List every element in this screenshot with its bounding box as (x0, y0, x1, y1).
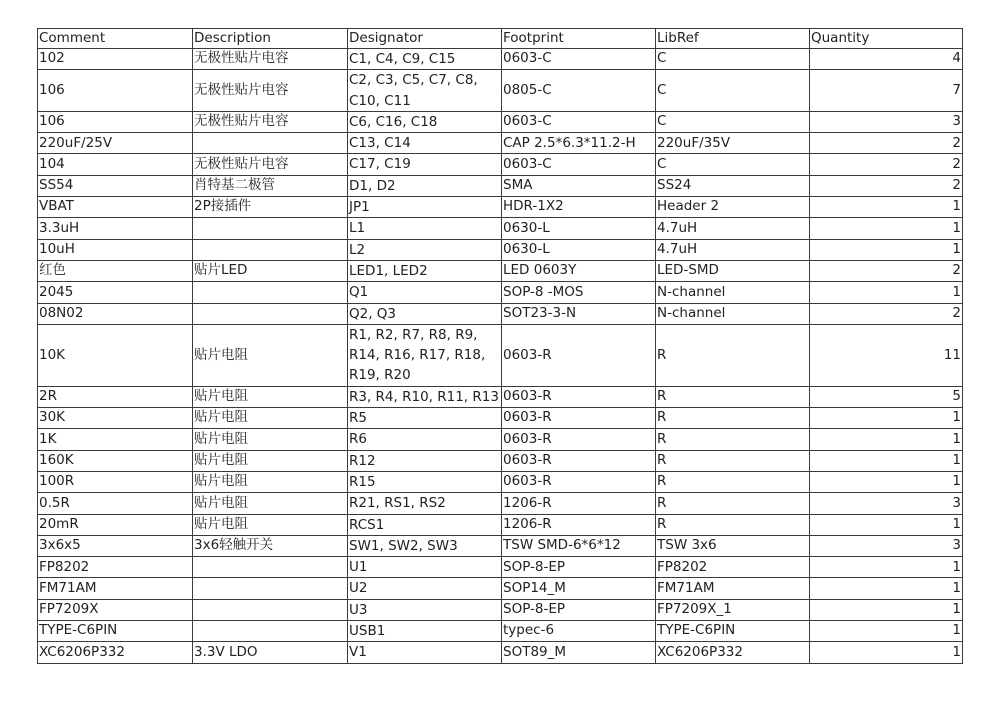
cell-comment: 102 (38, 49, 193, 70)
cell-designator: R3, R4, R10, R11, R13 (348, 386, 502, 407)
cell-comment: TYPE-C6PIN (38, 621, 193, 642)
cell-quantity: 1 (810, 282, 963, 303)
cell-quantity: 1 (810, 557, 963, 578)
cell-quantity: 1 (810, 621, 963, 642)
cell-description: 贴片电阻 (193, 493, 348, 514)
cell-quantity: 2 (810, 133, 963, 154)
cell-footprint: 0603-R (502, 450, 656, 471)
cell-comment: 1K (38, 429, 193, 450)
cell-quantity: 1 (810, 429, 963, 450)
cell-description: 肖特基二极管 (193, 175, 348, 196)
cell-quantity: 11 (810, 324, 963, 386)
cell-libref: R (656, 493, 810, 514)
cell-designator: R15 (348, 471, 502, 492)
cell-designator: C2, C3, C5, C7, C8, C10, C11 (348, 70, 502, 112)
table-row (38, 49, 963, 70)
table-row (38, 282, 963, 303)
cell-designator: L1 (348, 218, 502, 239)
column-header-quantity: Quantity (810, 29, 963, 49)
cell-footprint: 1206-R (502, 514, 656, 535)
cell-designator: R5 (348, 408, 502, 429)
cell-comment: 0.5R (38, 493, 193, 514)
cell-designator: U1 (348, 557, 502, 578)
cell-quantity: 1 (810, 599, 963, 620)
cell-description: 3.3V LDO (193, 642, 348, 663)
cell-designator: C13, C14 (348, 133, 502, 154)
cell-footprint: 1206-R (502, 493, 656, 514)
cell-footprint: SMA (502, 175, 656, 196)
cell-quantity: 1 (810, 239, 963, 260)
cell-description (193, 303, 348, 324)
cell-designator: V1 (348, 642, 502, 663)
cell-quantity: 2 (810, 260, 963, 281)
cell-footprint: 0603-R (502, 429, 656, 450)
cell-footprint: SOT89_M (502, 642, 656, 663)
column-header-footprint: Footprint (502, 29, 656, 49)
table-row (38, 239, 963, 260)
cell-libref: C (656, 111, 810, 132)
cell-footprint: typec-6 (502, 621, 656, 642)
table-row (38, 535, 963, 556)
cell-quantity: 1 (810, 450, 963, 471)
cell-description (193, 578, 348, 599)
cell-comment: 10K (38, 324, 193, 386)
cell-libref: XC6206P332 (656, 642, 810, 663)
cell-comment: 104 (38, 154, 193, 175)
column-header-designator: Designator (348, 29, 502, 49)
cell-libref: TSW 3x6 (656, 535, 810, 556)
cell-libref: SS24 (656, 175, 810, 196)
cell-designator: R21, RS1, RS2 (348, 493, 502, 514)
cell-designator: USB1 (348, 621, 502, 642)
cell-footprint: CAP 2.5*6.3*11.2-H (502, 133, 656, 154)
cell-footprint: 0630-L (502, 239, 656, 260)
cell-quantity: 7 (810, 70, 963, 112)
table-row (38, 197, 963, 218)
column-header-libref: LibRef (656, 29, 810, 49)
cell-description (193, 621, 348, 642)
cell-libref: C (656, 70, 810, 112)
cell-libref: R (656, 429, 810, 450)
cell-comment: FM71AM (38, 578, 193, 599)
cell-libref: R (656, 514, 810, 535)
cell-description: 无极性贴片电容 (193, 70, 348, 112)
cell-footprint: LED 0603Y (502, 260, 656, 281)
table-row (38, 175, 963, 196)
cell-designator: Q2, Q3 (348, 303, 502, 324)
cell-comment: 10uH (38, 239, 193, 260)
table-row (38, 450, 963, 471)
header-row (38, 29, 963, 49)
cell-quantity: 4 (810, 49, 963, 70)
cell-quantity: 1 (810, 197, 963, 218)
cell-libref: LED-SMD (656, 260, 810, 281)
cell-description: 贴片电阻 (193, 324, 348, 386)
cell-description: 贴片LED (193, 260, 348, 281)
cell-libref: FP8202 (656, 557, 810, 578)
cell-description (193, 133, 348, 154)
cell-libref: N-channel (656, 282, 810, 303)
cell-comment: SS54 (38, 175, 193, 196)
table-row (38, 218, 963, 239)
cell-description: 无极性贴片电容 (193, 154, 348, 175)
cell-libref: TYPE-C6PIN (656, 621, 810, 642)
cell-libref: C (656, 49, 810, 70)
cell-footprint: SOP-8 -MOS (502, 282, 656, 303)
cell-quantity: 1 (810, 471, 963, 492)
cell-comment: FP7209X (38, 599, 193, 620)
table-row (38, 408, 963, 429)
cell-description (193, 218, 348, 239)
cell-designator: C17, C19 (348, 154, 502, 175)
cell-libref: FP7209X_1 (656, 599, 810, 620)
cell-footprint: 0603-R (502, 324, 656, 386)
table-row (38, 324, 963, 386)
cell-footprint: HDR-1X2 (502, 197, 656, 218)
cell-description (193, 557, 348, 578)
cell-description: 贴片电阻 (193, 429, 348, 450)
cell-description (193, 282, 348, 303)
cell-designator: C6, C16, C18 (348, 111, 502, 132)
cell-designator: R6 (348, 429, 502, 450)
cell-quantity: 1 (810, 642, 963, 663)
table-row (38, 386, 963, 407)
cell-comment: 2045 (38, 282, 193, 303)
cell-comment: 100R (38, 471, 193, 492)
cell-description (193, 599, 348, 620)
cell-libref: 4.7uH (656, 239, 810, 260)
cell-designator: Q1 (348, 282, 502, 303)
cell-footprint: SOP14_M (502, 578, 656, 599)
table-row (38, 260, 963, 281)
table-row (38, 578, 963, 599)
table-row (38, 599, 963, 620)
cell-quantity: 1 (810, 578, 963, 599)
cell-comment: VBAT (38, 197, 193, 218)
column-header-comment: Comment (38, 29, 193, 49)
cell-footprint: SOT23-3-N (502, 303, 656, 324)
table-row (38, 154, 963, 175)
cell-comment: 160K (38, 450, 193, 471)
table-row (38, 514, 963, 535)
cell-comment: XC6206P332 (38, 642, 193, 663)
table-row (38, 621, 963, 642)
bom-table (37, 28, 963, 664)
cell-libref: N-channel (656, 303, 810, 324)
cell-footprint: 0603-R (502, 386, 656, 407)
table-row (38, 429, 963, 450)
cell-libref: Header 2 (656, 197, 810, 218)
cell-libref: 220uF/35V (656, 133, 810, 154)
cell-quantity: 2 (810, 175, 963, 196)
cell-libref: R (656, 408, 810, 429)
cell-designator: JP1 (348, 197, 502, 218)
cell-quantity: 5 (810, 386, 963, 407)
cell-description: 无极性贴片电容 (193, 111, 348, 132)
cell-description: 3x6轻触开关 (193, 535, 348, 556)
cell-description: 无极性贴片电容 (193, 49, 348, 70)
cell-description (193, 239, 348, 260)
cell-designator: LED1, LED2 (348, 260, 502, 281)
cell-libref: R (656, 471, 810, 492)
cell-description: 贴片电阻 (193, 386, 348, 407)
cell-footprint: SOP-8-EP (502, 557, 656, 578)
cell-comment: 220uF/25V (38, 133, 193, 154)
cell-designator: U2 (348, 578, 502, 599)
cell-footprint: 0603-C (502, 111, 656, 132)
table-row (38, 557, 963, 578)
cell-quantity: 2 (810, 154, 963, 175)
cell-comment: 08N02 (38, 303, 193, 324)
column-header-description: Description (193, 29, 348, 49)
cell-footprint: 0630-L (502, 218, 656, 239)
cell-comment: 3.3uH (38, 218, 193, 239)
cell-libref: FM71AM (656, 578, 810, 599)
cell-designator: R1, R2, R7, R8, R9, R14, R16, R17, R18, R19, R20 (348, 324, 502, 386)
cell-libref: 4.7uH (656, 218, 810, 239)
cell-footprint: 0603-C (502, 49, 656, 70)
cell-designator: RCS1 (348, 514, 502, 535)
table-row (38, 133, 963, 154)
cell-libref: R (656, 324, 810, 386)
cell-comment: 106 (38, 111, 193, 132)
cell-designator: L2 (348, 239, 502, 260)
cell-footprint: TSW SMD-6*6*12 (502, 535, 656, 556)
table-row (38, 111, 963, 132)
cell-comment: 2R (38, 386, 193, 407)
cell-footprint: 0603-C (502, 154, 656, 175)
cell-libref: C (656, 154, 810, 175)
table-row (38, 471, 963, 492)
table-row (38, 493, 963, 514)
cell-quantity: 3 (810, 493, 963, 514)
cell-libref: R (656, 450, 810, 471)
cell-libref: R (656, 386, 810, 407)
cell-designator: U3 (348, 599, 502, 620)
table-row (38, 303, 963, 324)
cell-description: 贴片电阻 (193, 450, 348, 471)
table-row (38, 70, 963, 112)
cell-footprint: SOP-8-EP (502, 599, 656, 620)
cell-description: 贴片电阻 (193, 408, 348, 429)
cell-comment: 红色 (38, 260, 193, 281)
cell-comment: 106 (38, 70, 193, 112)
cell-description: 2P接插件 (193, 197, 348, 218)
cell-description: 贴片电阻 (193, 471, 348, 492)
cell-quantity: 3 (810, 111, 963, 132)
table-row (38, 642, 963, 663)
cell-footprint: 0603-R (502, 408, 656, 429)
cell-quantity: 2 (810, 303, 963, 324)
cell-comment: 3x6x5 (38, 535, 193, 556)
cell-designator: R12 (348, 450, 502, 471)
cell-quantity: 1 (810, 408, 963, 429)
cell-comment: 20mR (38, 514, 193, 535)
cell-footprint: 0603-R (502, 471, 656, 492)
cell-designator: D1, D2 (348, 175, 502, 196)
cell-quantity: 3 (810, 535, 963, 556)
cell-comment: 30K (38, 408, 193, 429)
cell-quantity: 1 (810, 514, 963, 535)
cell-footprint: 0805-C (502, 70, 656, 112)
cell-designator: C1, C4, C9, C15 (348, 49, 502, 70)
cell-quantity: 1 (810, 218, 963, 239)
cell-description: 贴片电阻 (193, 514, 348, 535)
cell-designator: SW1, SW2, SW3 (348, 535, 502, 556)
cell-comment: FP8202 (38, 557, 193, 578)
